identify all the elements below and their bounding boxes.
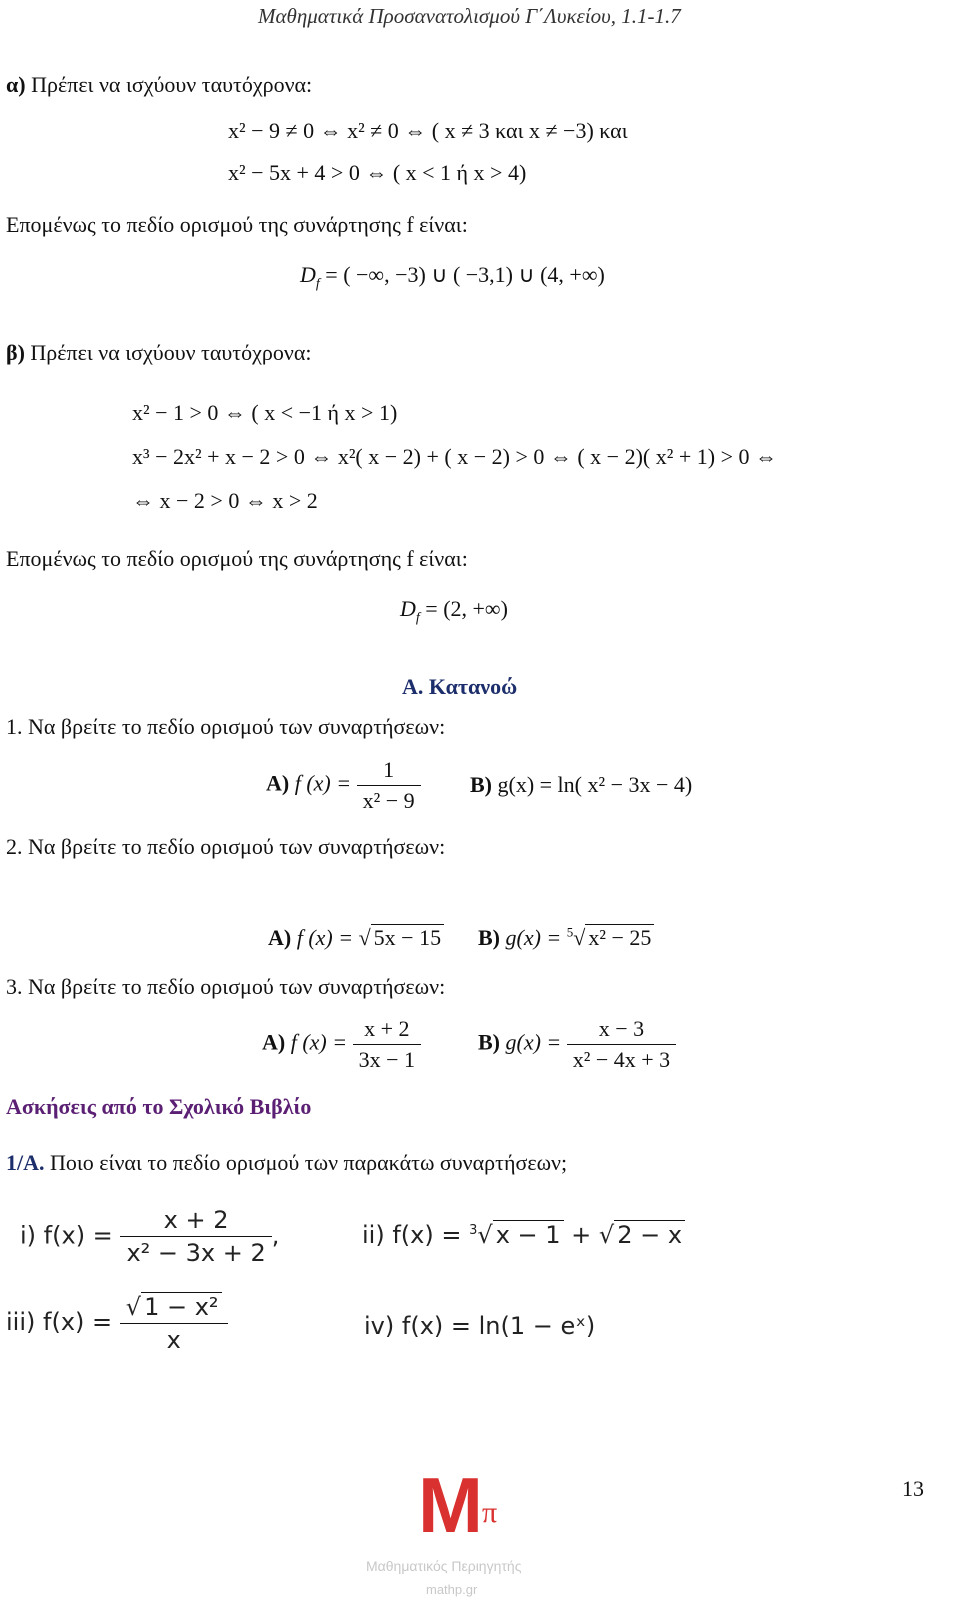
plus-sign: + [571, 1221, 592, 1249]
logo-tagline: Μαθηματικός Περιηγητής [366, 1558, 522, 1574]
book-ex-label: 1/Α. [6, 1150, 45, 1175]
page-number: 13 [902, 1476, 924, 1501]
ex1-b-label: Β) [470, 772, 492, 797]
item-label: iv) [364, 1312, 395, 1340]
fraction-numerator: x + 2 [364, 1016, 410, 1041]
ex1-prompt: 1. Να βρείτε το πεδίο ορισμού των συναρτήσεων: [6, 714, 446, 739]
item-label: iii) [6, 1308, 36, 1336]
ex1-a [266, 757, 421, 814]
part-b-label: β) [6, 340, 25, 365]
ex2-a-label: Α) [268, 925, 292, 950]
part-a-line1: x² − 9 ≠ 0 ⇔ x² ≠ 0 ⇔ ( x ≠ 3 και x ≠ −3) και [228, 118, 628, 143]
ex2-prompt: 2. Να βρείτε το πεδίο ορισμού των συναρτήσεων: [6, 834, 446, 859]
fraction-numerator: x + 2 [163, 1206, 229, 1234]
part-b-intro [6, 340, 311, 366]
ex1-a-lhs: f (x) = [294, 770, 352, 796]
part-a-intro [6, 72, 312, 98]
domain-value: = ( −∞, −3) ∪ ( −3,1) ∪ (4, +∞) [325, 262, 605, 287]
item-lhs: f(x) = [392, 1221, 462, 1249]
domain-subscript: f [415, 610, 420, 626]
part-a-line2: x² − 5x + 4 > 0 ⇔ ( x < 1 ή x > 4) [228, 160, 527, 185]
part-b-line1: x² − 1 > 0 ⇔ ( x < −1 ή x > 1) [132, 400, 398, 425]
fraction-denominator: x² − 3x + 2 [120, 1236, 271, 1267]
part-a-conclusion: Επομένως το πεδίο ορισμού της συνάρτησης f είναι: [6, 212, 468, 237]
ex1-a-label: Α) [266, 770, 290, 796]
logo-letter: Μ [418, 1461, 483, 1549]
brand-logo [360, 1461, 540, 1616]
item-lhs: f(x) = [43, 1308, 113, 1336]
ex2-b-label: Β) [478, 925, 500, 950]
fraction-numerator: x − 3 [598, 1016, 645, 1041]
book-ex-iii [6, 1292, 228, 1354]
domain-symbol: D [400, 596, 416, 621]
book-ex-iv [364, 1312, 595, 1340]
ex1-a-fraction [357, 757, 421, 814]
ex3-prompt: 3. Να βρείτε το πεδίο ορισμού των συναρτήσεων: [6, 974, 446, 999]
domain-symbol: D [300, 262, 316, 287]
ex1-b-expr: g(x) = ln( x² − 3x − 4) [497, 772, 693, 797]
fraction-denominator: x² − 4x + 3 [567, 1044, 676, 1073]
domain-subscript: f [315, 276, 320, 292]
ex1-b [470, 772, 692, 798]
ex2-a: Α) f (x) = √ 5x − 15 [268, 924, 444, 951]
part-a-domain [300, 262, 605, 292]
part-b-domain [400, 596, 508, 626]
item-lhs: f(x) = [43, 1221, 113, 1250]
item-label: i) [20, 1221, 37, 1250]
ex3-b [478, 1016, 676, 1073]
item-tail: , [271, 1221, 280, 1250]
item-label: ii) [362, 1221, 385, 1249]
book-ex-prompt [6, 1150, 567, 1176]
part-a-intro-text: Πρέπει να ισχύουν ταυτόχρονα: [31, 72, 313, 97]
part-b-line2: x³ − 2x² + x − 2 > 0 ⇔ x²( x − 2) + ( x − 2) > 0 ⇔ ( x − 2)( x² + 1) > 0 ⇔ [132, 444, 777, 469]
logo-pi: π [482, 1496, 498, 1529]
logo-url: mathp.gr [426, 1582, 478, 1597]
book-ex-iii-fraction [120, 1292, 228, 1354]
ex2-b-lhs: g(x) = [505, 925, 562, 950]
part-a-label: α) [6, 72, 26, 97]
radicand: 2 − x [614, 1220, 685, 1249]
ex3-a [262, 1016, 421, 1073]
radicand: x − 1 [493, 1220, 564, 1249]
fraction-denominator: x² − 9 [357, 785, 421, 814]
ex3-b-label: Β) [478, 1029, 500, 1055]
ex3-a-label: Α) [262, 1029, 286, 1055]
section-title: Α. Κατανοώ [402, 674, 518, 699]
root-index: 5 [566, 924, 574, 940]
book-ex-prompt-text: Ποιο είναι το πεδίο ορισμού των παρακάτω συναρτήσεων; [50, 1150, 568, 1175]
item-expr: f(x) = ln(1 − eˣ) [401, 1312, 596, 1340]
part-b-conclusion: Επομένως το πεδίο ορισμού της συνάρτησης f είναι: [6, 546, 468, 571]
domain-value: = (2, +∞) [425, 596, 508, 621]
ex3-a-lhs: f (x) = [290, 1029, 348, 1055]
part-b-intro-text: Πρέπει να ισχύουν ταυτόχρονα: [30, 340, 312, 365]
book-ex-ii: ii) f(x) = $^3$√ x − 1 + √ 2 − x [362, 1220, 685, 1249]
book-ex-i [20, 1206, 279, 1267]
fraction-numerator: √ 1 − x² [120, 1292, 228, 1323]
radicand: 1 − x² [141, 1292, 221, 1321]
root-index: 3 [469, 1223, 478, 1238]
ex2-a-radicand: 5x − 15 [371, 924, 444, 951]
part-b-line3: ⇔ x − 2 > 0 ⇔ x > 2 [132, 488, 318, 513]
ex2-a-lhs: f (x) = [296, 925, 354, 950]
fraction-denominator: 3x − 1 [353, 1044, 421, 1073]
ex3-b-fraction [567, 1016, 676, 1073]
fraction-numerator: 1 [383, 757, 395, 782]
ex2-b-radicand: x² − 25 [585, 924, 654, 951]
book-ex-i-fraction [120, 1206, 271, 1267]
fraction-denominator: x [120, 1323, 228, 1354]
page-header: Μαθηματικά Προσανατολισμού Γ΄Λυκείου, 1.1-1.7 [258, 4, 681, 28]
book-section-title: Ασκήσεις από το Σχολικό Βιβλίο [6, 1094, 312, 1119]
ex2-b: Β) g(x) = $^5$√ x² − 25 [478, 924, 654, 951]
ex3-a-fraction [353, 1016, 421, 1073]
ex3-b-lhs: g(x) = [505, 1029, 562, 1055]
